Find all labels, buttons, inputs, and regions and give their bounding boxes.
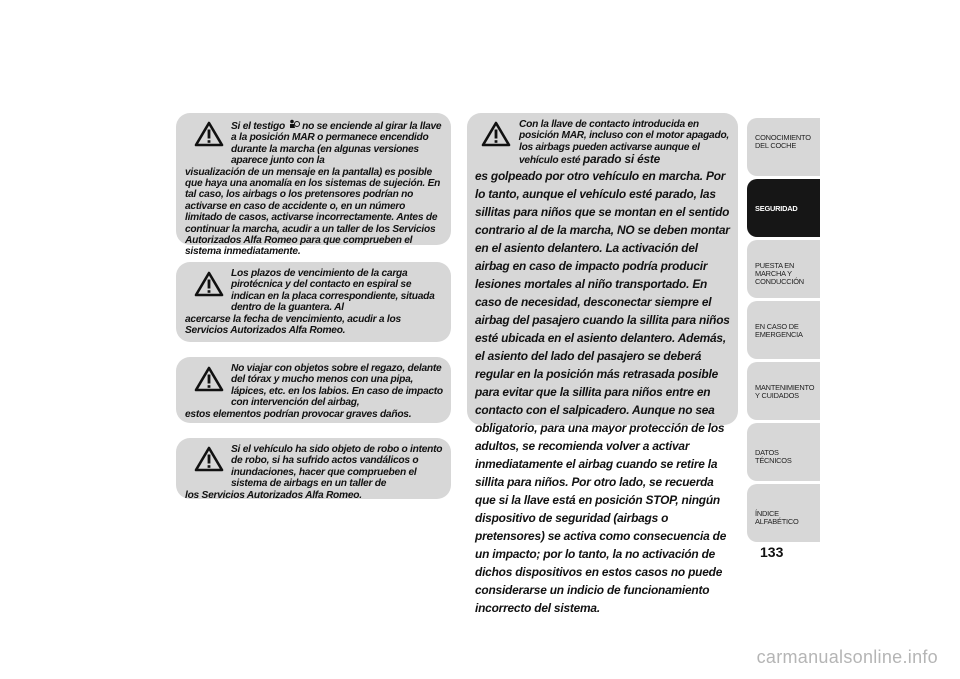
- warning-text-body: visualización de un mensaje en la pantalla) es posible que haya una anomalía en los sistemas de sujeción. En tal caso, los airbags o los pretensores podrían no activarse en caso de accidente o, en un número limitado de casos, activarse incorrectamente. Antes de continuar la marcha, acudir a un taller de los Servicios Autorizados Alfa Romeo para que comprueben el sistema inmediatamente.: [185, 166, 441, 258]
- warning-box-airbag-light: [176, 113, 451, 258]
- warning-text-body: estos elementos podrían provocar graves daños.: [185, 408, 412, 420]
- tab-emergencia[interactable]: [747, 301, 820, 359]
- tab-mantenimiento[interactable]: [747, 362, 820, 420]
- airbag-warning-icon: [288, 119, 300, 132]
- warning-text-lead: Si el vehículo ha sido objeto de robo o intento de robo, si ha sufrido actos vandálicos o inundaciones, hacer que comprueben el sistema de airbags en un taller de: [231, 444, 443, 490]
- tab-datos-tecnicos[interactable]: [747, 423, 820, 481]
- warning-box-theft: [176, 438, 451, 499]
- page-number: 133: [760, 544, 784, 560]
- tab-label: EN CASO DE EMERGENCIA: [755, 322, 803, 340]
- warning-text-lead-cont: parado si éste: [582, 152, 661, 167]
- warning-box-expiry: [176, 262, 451, 342]
- warning-text-body: es golpeado por otro vehículo en marcha. Por lo tanto, aunque el vehículo esté parado, las sillitas para niños que se montan en el sentido contrario al de la marcha, NO se deben montar en el asiento delantero. La activación del airbag en caso de impacto podría producir lesiones mortales al niño transportado. En caso de necesidad, desconectar siempre el airbag del pasajero cuando la sillita para niños esté ubicada en el asiento delantero. Además, el asiento del lado del pasajero se deberá regular en la posición más retrasada posible para evitar que la sillita para niños entre en contacto con el salpicadero. Aunque no sea obligatorio, para una mayor protección de los adultos, se recomienda volver a activar inmediatamente el airbag cuando se retire la sillita para niños. Por otro lado, se recuerda que si la llave está en posición STOP, ningún dispositivo de seguridad (airbags o pretensores) se activa como consecuencia de un impacto; por lo tanto, la no activación de dichos dispositivos en estos casos no puede considerarse un indicio de funcionamiento incorrecto del sistema.: [475, 168, 730, 615]
- tab-label: ÍNDICE ALFABÉTICO: [755, 509, 799, 527]
- tab-puesta-en-marcha[interactable]: [747, 240, 820, 298]
- warning-text-body: acercarse la fecha de vencimiento, acudir a los Servicios Autorizados Alfa Romeo.: [185, 313, 401, 337]
- warning-text-lead: Con la llave de contacto introducida en posición MAR, incluso con el motor apagado, los airbags pueden activarse aunque el vehículo esté: [519, 119, 729, 167]
- warning-box-objects: [176, 357, 451, 423]
- watermark: carmanualsonline.info: [756, 647, 938, 667]
- tab-seguridad[interactable]: [747, 179, 820, 237]
- tab-label: PUESTA EN MARCHA Y CONDUCCIÓN: [755, 261, 804, 287]
- tab-indice[interactable]: [747, 484, 820, 542]
- tab-label: MANTENIMIENTO Y CUIDADOS: [755, 383, 815, 401]
- warning-text-lead: Si el testigo: [231, 121, 285, 132]
- tab-label: SEGURIDAD: [755, 204, 798, 213]
- tab-label: DATOS TÉCNICOS: [755, 448, 792, 466]
- warning-text-body: los Servicios Autorizados Alfa Romeo.: [185, 489, 362, 501]
- warning-text-lead-cont: no se enciende al girar la llave a la posición MAR o permanece encendido durante la marcha (en algunas versiones aparece junto con la: [231, 121, 442, 167]
- warning-box-child-seat: [467, 113, 738, 615]
- warning-text-lead: No viajar con objetos sobre el regazo, delante del tórax y mucho menos con una pipa, lápices, etc. en los labios. En caso de impacto con intervención del airbag,: [231, 363, 443, 409]
- tab-label: CONOCIMIENTO DEL COCHE: [755, 133, 811, 151]
- tab-conocimiento[interactable]: [747, 118, 820, 176]
- warning-text-lead: Los plazos de vencimiento de la carga pirotécnica y del contacto en espiral se indican en la placa correspondiente, situada dentro de la guantera. Al: [231, 268, 435, 314]
